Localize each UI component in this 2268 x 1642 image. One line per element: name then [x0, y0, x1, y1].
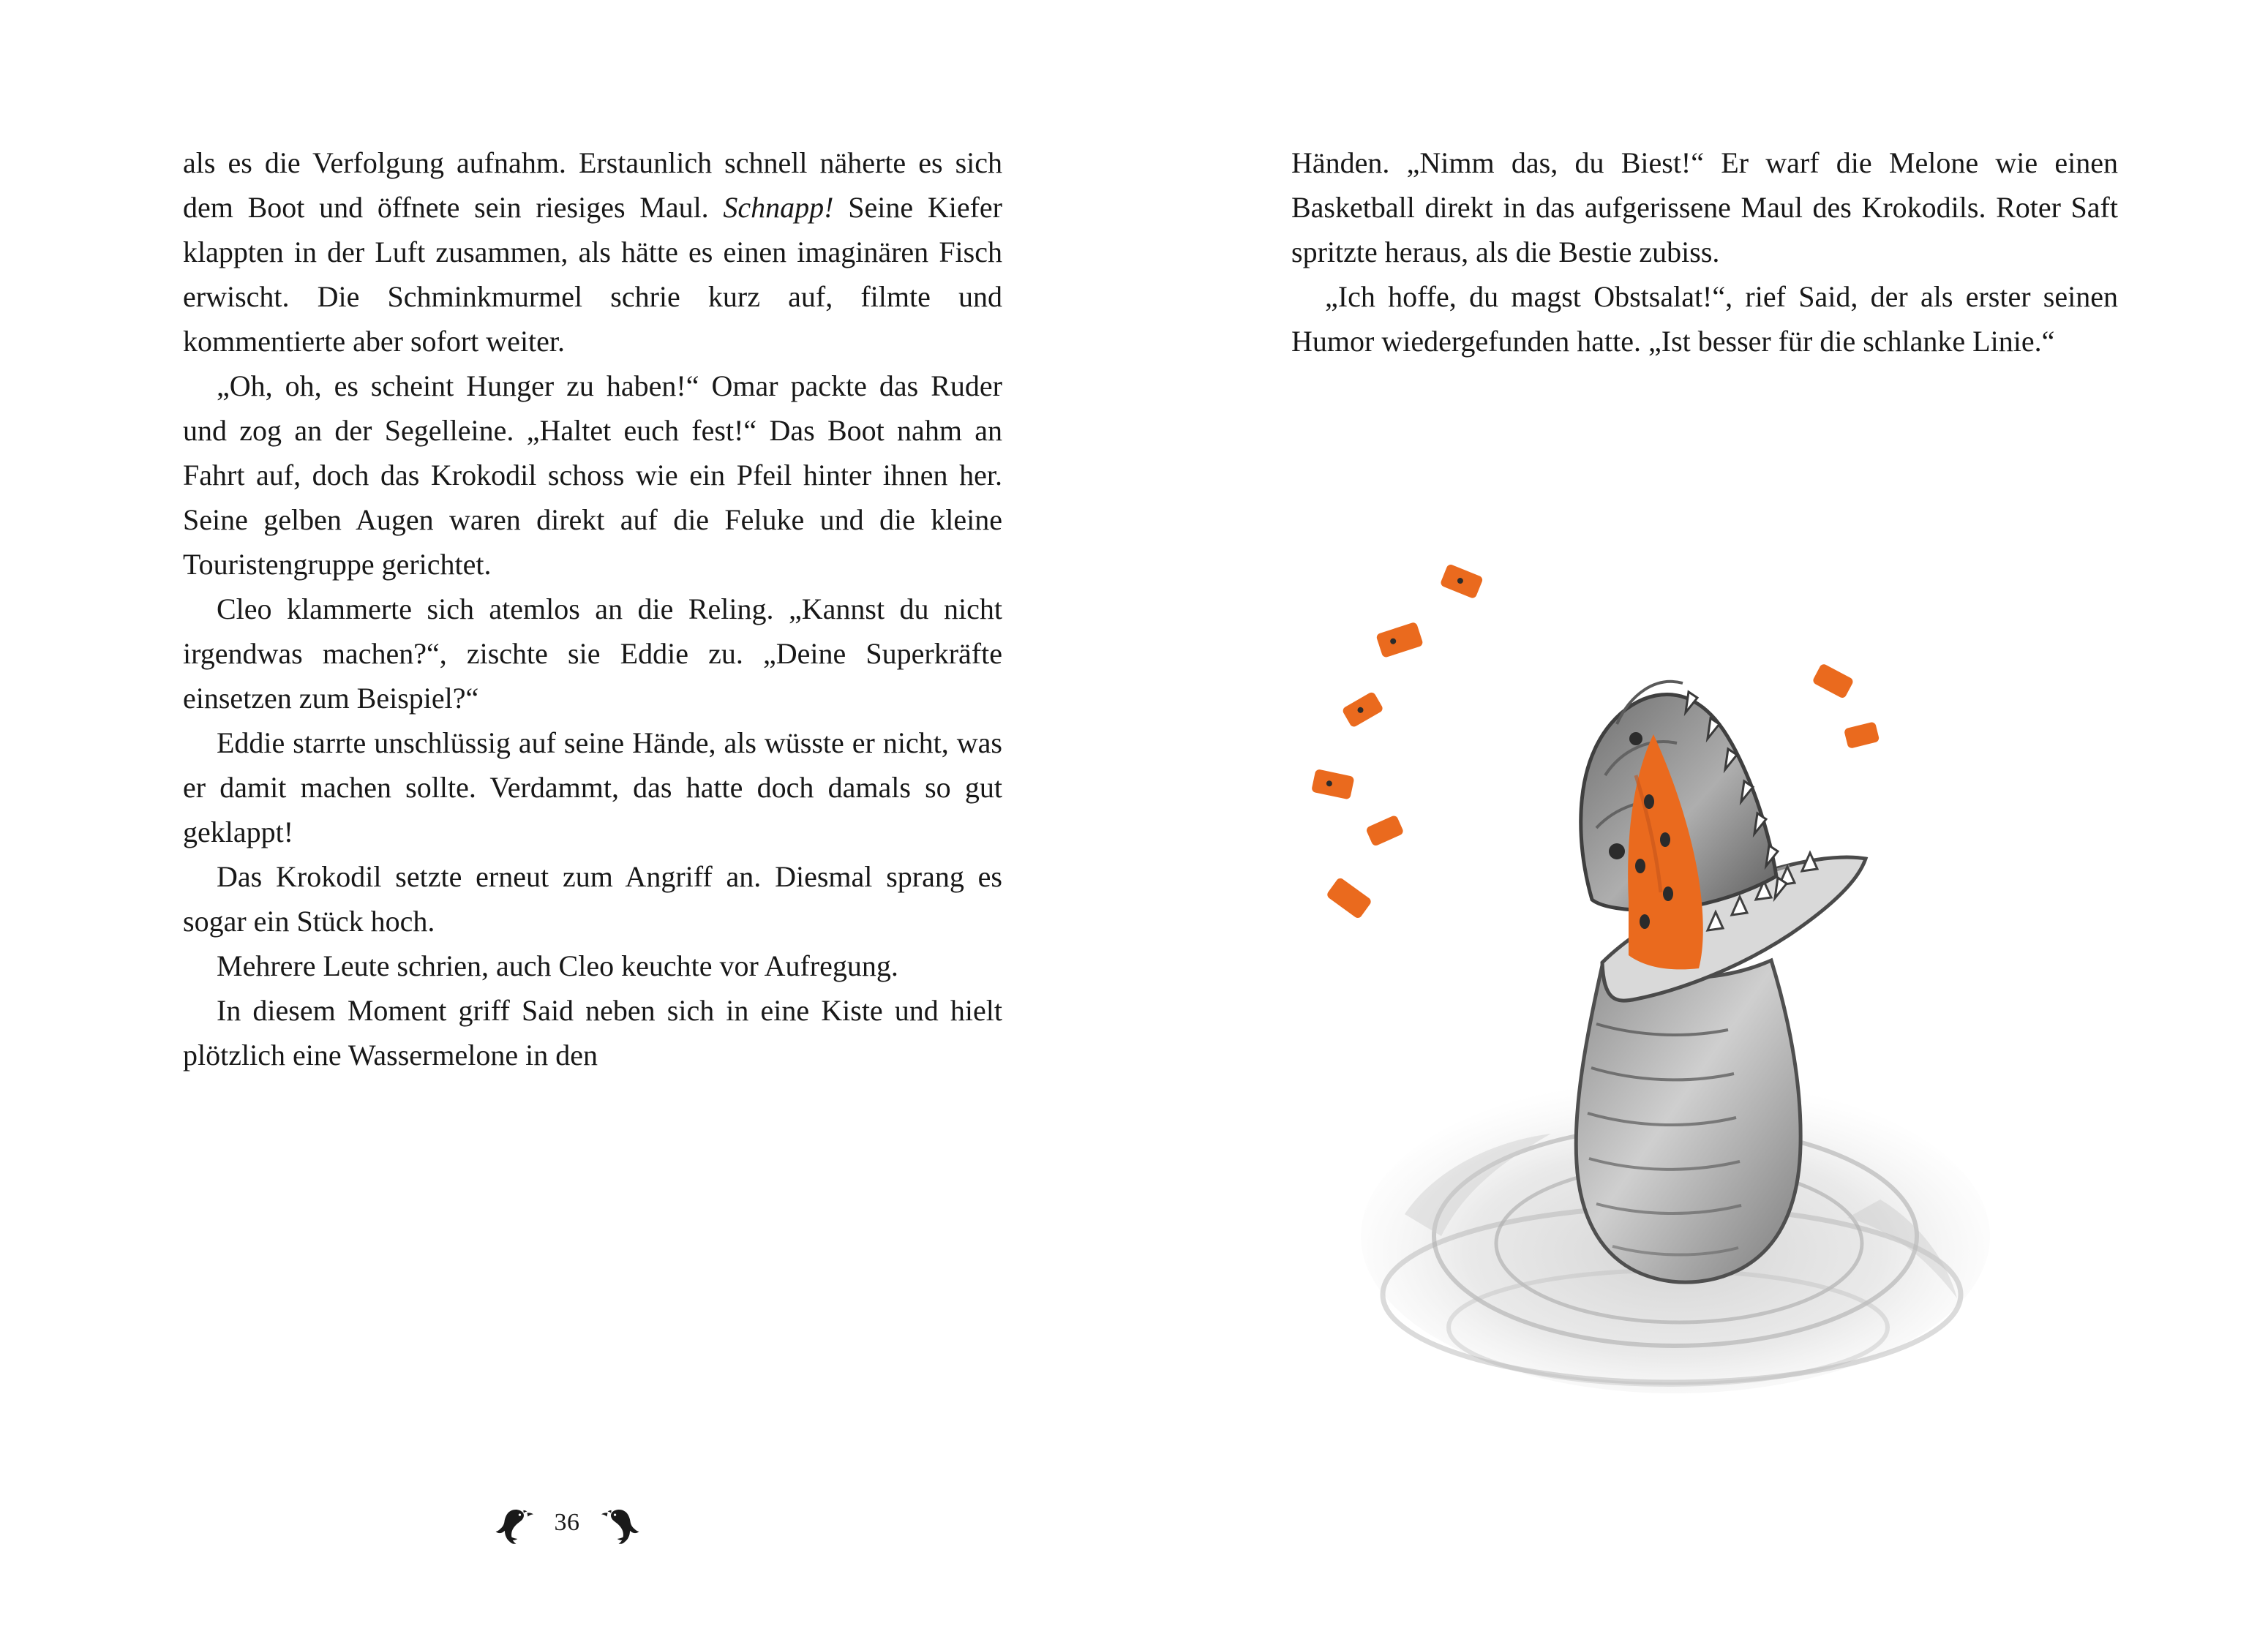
bird-ornament-icon [490, 1503, 538, 1548]
paragraph-run-italic: Schnapp! [723, 191, 834, 224]
crocodile-illustration [1222, 556, 2195, 1492]
paragraph: Cleo klammerte sich atemlos an die Reling. „Kannst du nicht irgendwas machen?“, zischte sie Eddie zu. „Deine Superkräfte einsetzen zum Beispiel?“ [183, 592, 1002, 715]
paragraph: „Oh, oh, es scheint Hunger zu haben!“ Omar packte das Ruder und zog an der Segelleine. „Haltet euch fest!“ Das Boot nahm an Fahrt auf, doch das Krokodil schoss wie ein Pfeil hinter ihnen her. Seine gelben Augen waren direkt auf die Feluke und die kleine Touristengruppe gerichtet. [183, 369, 1002, 581]
paragraph: „Ich hoffe, du magst Obstsalat!“, rief Said, der als erster seinen Humor wiedergefunden hatte. „Ist besser für die schlanke Linie.“ [1291, 280, 2118, 358]
page-footer [0, 1503, 1134, 1548]
bird-ornament-icon [596, 1503, 645, 1548]
paragraph: Mehrere Leute schrien, auch Cleo keuchte vor Aufregung. [217, 949, 898, 982]
crocodile-body [1576, 960, 1800, 1282]
right-page-text-column [1291, 140, 2118, 364]
paragraph: In diesem Moment griff Said neben sich in eine Kiste und hielt plötzlich eine Wassermelone in den [183, 994, 1002, 1072]
right-page [1134, 0, 2268, 1642]
paragraph [183, 140, 1002, 364]
paragraph: Das Krokodil setzte erneut zum Angriff an. Diesmal sprang es sogar ein Stück hoch. [183, 860, 1002, 938]
paragraph-run: als es die Verfolgung aufnahm. Erstaunlich schnell näherte es sich dem Boot und öffnete sein riesiges Maul. [183, 146, 1002, 224]
paragraph: Eddie starrte unschlüssig auf seine Hände, als wüsste er nicht, was er damit machen sollte. Verdammt, das hatte doch damals so gut geklappt! [183, 726, 1002, 848]
paragraph-run: Seine Kiefer klappten in der Luft zusammen, als hätte es einen imaginären Fisch erwischt. Die Schminkmurmel schrie kurz auf, filmte und kommentierte aber sofort weiter. [183, 191, 1002, 358]
left-page-text-column [183, 140, 1002, 1077]
page-number: 36 [554, 1509, 580, 1536]
paragraph: Händen. „Nimm das, du Biest!“ Er warf die Melone wie einen Basketball direkt in das aufgerissene Maul des Krokodils. Roter Saft spritzte heraus, als die Bestie zubiss. [1291, 146, 2118, 268]
